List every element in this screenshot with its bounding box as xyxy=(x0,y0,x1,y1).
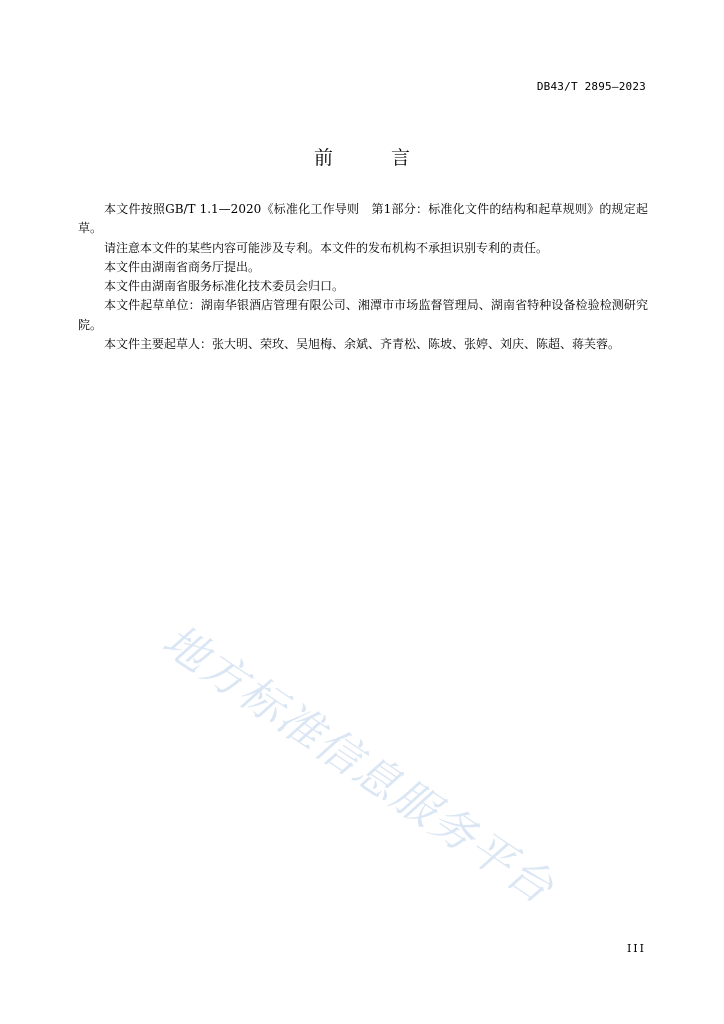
standard-code: DB43/T 2895—2023 xyxy=(536,80,646,93)
paragraph-proposer: 本文件由湖南省商务厅提出。 xyxy=(104,259,261,274)
foreword-body xyxy=(78,200,648,354)
page-title: 前 言 xyxy=(313,147,437,169)
page-number: III xyxy=(626,942,646,955)
paragraph-drafters: 本文件主要起草人：张大明、荣玫、吴旭梅、余斌、齐青松、陈坡、张婷、刘庆、陈超、蒋芙蓉。 xyxy=(104,337,621,352)
paragraph-committee: 本文件由湖南省服务标准化技术委员会归口。 xyxy=(104,279,345,294)
watermark: 地方标准信息服务平台 xyxy=(153,615,564,915)
paragraph-patent-notice: 请注意本文件的某些内容可能涉及专利。本文件的发布机构不承担识别专利的责任。 xyxy=(104,240,549,255)
paragraph-drafting-rules: 本文件按照GB/T 1.1—2020《标准化工作导则 第1部分：标准化文件的结构和起草规则》的规定起草。 xyxy=(78,202,648,236)
paragraph-drafting-units: 本文件起草单位：湖南华银酒店管理有限公司、湘潭市市场监督管理局、湖南省特种设备检验检测研究院。 xyxy=(78,298,648,332)
